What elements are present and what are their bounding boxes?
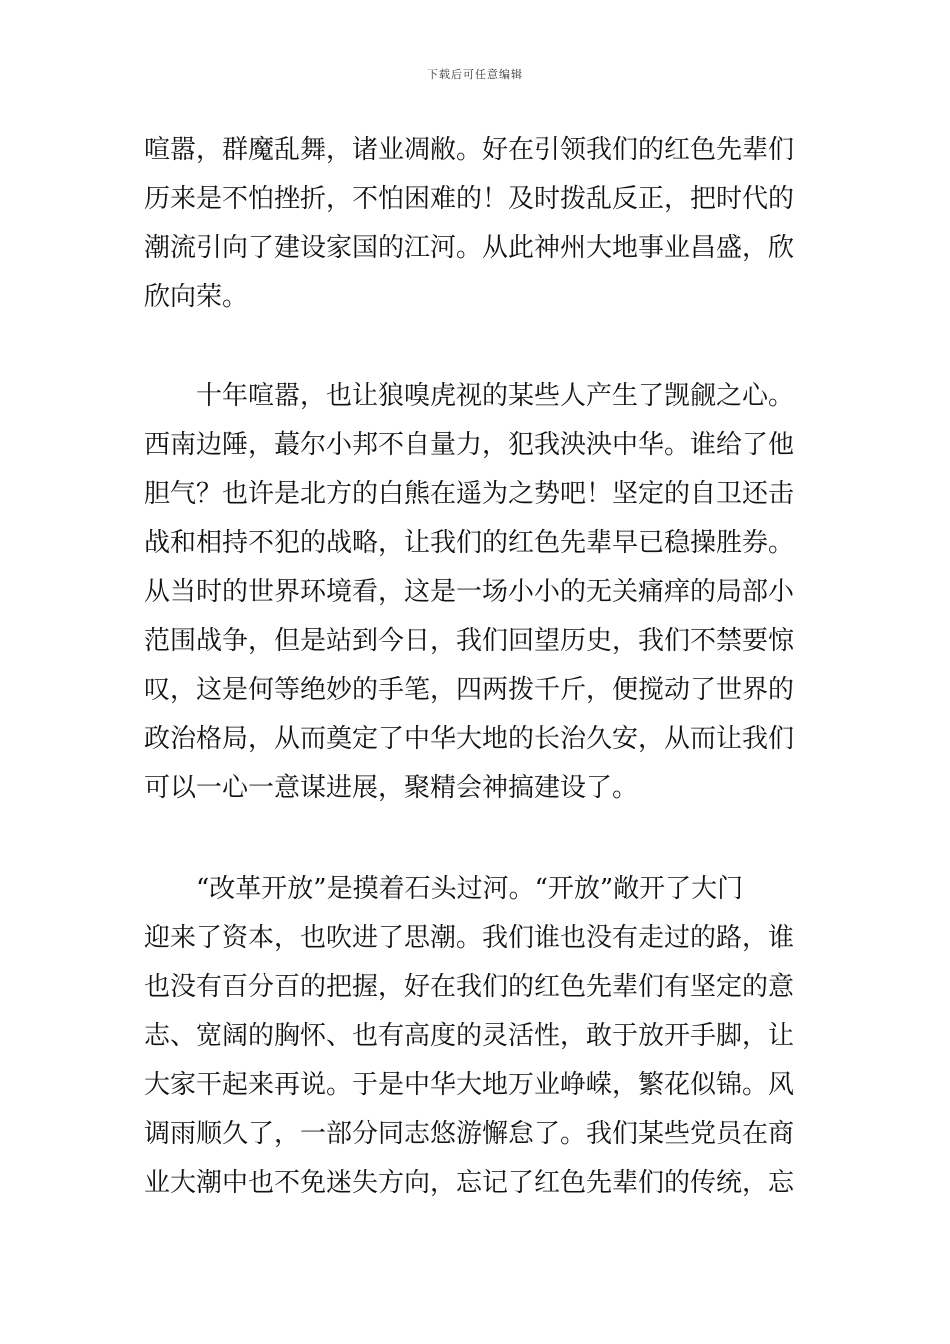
document-body	[144, 126, 808, 1260]
text-line: 从当时的世界环境看，这是一场小小的无关痛痒的局部小	[144, 577, 795, 607]
text-line: 业大潮中也不免迷失方向，忘记了红色先辈们的传统，忘	[144, 1168, 795, 1198]
paragraph	[144, 865, 808, 1208]
text-line: 喧嚣，群魔乱舞，诸业凋敝。好在引领我们的红色先辈们	[144, 135, 795, 165]
text-line: 政治格局，从而奠定了中华大地的长治久安，从而让我们	[144, 724, 795, 754]
text-line: 范围战争，但是站到今日，我们回望历史，我们不禁要惊	[144, 626, 795, 656]
text-line: 可以一心一意谋进展，聚精会神搞建设了。	[144, 773, 639, 803]
paragraph	[144, 372, 808, 813]
text-line: 志、宽阔的胸怀、也有高度的灵活性，敢于放开手脚，让	[144, 1021, 795, 1051]
text-line: 调雨顺久了，一部分同志悠游懈怠了。我们某些党员在商	[144, 1119, 795, 1149]
text-line: 也没有百分百的把握，好在我们的红色先辈们有坚定的意	[144, 972, 795, 1002]
page-header-note: 下载后可任意编辑	[427, 68, 523, 81]
text-line: 叹，这是何等绝妙的手笔，四两拨千斤，便搅动了世界的	[144, 675, 795, 705]
text-line: 战和相持不犯的战略，让我们的红色先辈早已稳操胜券。	[144, 528, 795, 558]
text-line: 西南边陲，蕞尔小邦不自量力，犯我泱泱中华。谁给了他	[144, 430, 795, 460]
text-line: “改革开放”是摸着石头过河。“开放”敞开了大门	[144, 874, 744, 904]
text-line: 胆气？也许是北方的白熊在遥为之势吧！坚定的自卫还击	[144, 479, 795, 509]
text-line: 十年喧嚣，也让狼嗅虎视的某些人产生了觊觎之心。	[144, 381, 795, 411]
text-line: 潮流引向了建设家国的江河。从此神州大地事业昌盛，欣	[144, 233, 795, 263]
paragraph	[144, 126, 808, 322]
text-line: 欣向荣。	[144, 282, 249, 312]
text-line: 大家干起来再说。于是中华大地万业峥嵘，繁花似锦。风	[144, 1070, 795, 1100]
text-line: 历来是不怕挫折，不怕困难的！及时拨乱反正，把时代的	[144, 184, 795, 214]
text-line: 迎来了资本，也吹进了思潮。我们谁也没有走过的路，谁	[144, 923, 795, 953]
